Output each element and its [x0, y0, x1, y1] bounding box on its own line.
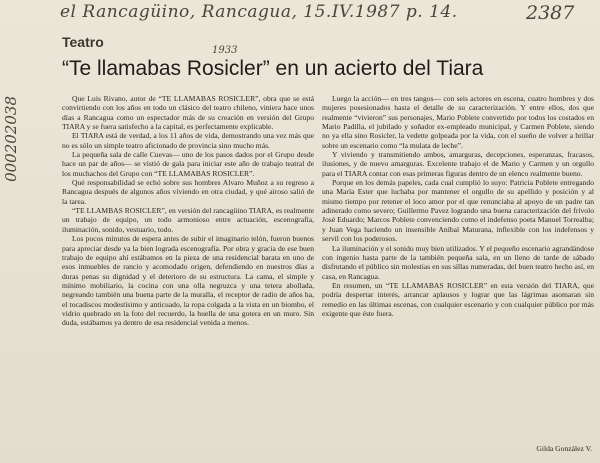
- paragraph: Luego la acción— en tres tangos— con seis actores en escena, cuatro hombres y dos mujeres posesionados hasta el detalle de su caracterización. Y entre ellos, dos que realmente “vivieron” sus personajes, Mario Poblete convertido por todos los costados en Mario Padilla, el jubilado y soñador ex-empleado municipal, y Carmen Poblete, siendo no ya ella sino Rosicler, la vedette golpeada por la vida, con el sueño de volver a brillar sobre un escenario como “la mulata de leche”.: [322, 94, 594, 150]
- handwritten-year: 1933: [212, 45, 238, 56]
- paragraph: Qué responsabilidad se echó sobre sus hombres Alvaro Muñoz a su regreso a Rancagua después de algunos años viviendo en otra ciudad, y qué airoso salió de la tarea.: [62, 178, 314, 206]
- article-headline: “Te llamabas Rosicler” en un acierto del Tiara: [62, 57, 484, 80]
- paragraph: El TIARA está de verdad, a los 11 años de vida, demostrando una vez más que no es sólo un simple teatro aficionado de provincia sino mucho más.: [62, 131, 314, 150]
- handwritten-source-note: el Rancagüino, Rancagua, 15.IV.1987 p. 14.: [60, 2, 458, 22]
- paragraph: “TE LLAMBAS ROSICLER”, en versión del rancagüino TIARA, es realmente un trabajo de equipo, un todo armonioso entre actuación, escenografía, iluminación, sonido, vestuario, todo.: [62, 206, 314, 234]
- paragraph: Los pocos minutos de espera antes de subir el imaginario telón, fueron buenos para apreciar desde ya la bien lograda escenografía. Por obra y gracia de ese buen trabajo de equipo ahí estábamos en la pieza de una residencial barata en uno de esos inmuebles de rancio y acomodado origen, defendiendo en nuestros días a duras penas su dignidad y el deterioro de su estructura. La cama, el simple y mínimo mobiliario, la cocina con una olla negruzca y una tetera abollada, negreando también una buena parte de la muralla, el receptor de radio de años ha, el tocadiscos modestísimo y anticuado, la ropa colgada a la vista en un biombo, el vidrio quebrado en la foto del recuerdo, la huella de una gotera en un muro. Sin duda, estábamos ya dentro de esa residencial venida a menos.: [62, 234, 314, 328]
- article-column-right: [322, 94, 594, 318]
- paragraph: Que Luis Rivano, autor de “TE LLAMABAS ROSICLER”, obra que se está convirtiendo con los años en todo un clásico del teatro chileno, viniera hace unos días a Rancagua como un espectador más de su creación en versión del Grupo TIARA y se fuera satisfecho a la capital, es perfectamente explicable.: [62, 94, 314, 132]
- paragraph: En resumen, un “TE LLAMABAS ROSICLER” en esta versión del TIARA, que podría despertar interés, arrancar aplausos y lograr que las lágrimas asomaran sin remedio en las últimas escenas, con cualquier escenario y con cualquier público por más exigente que éste fuera.: [322, 280, 594, 318]
- handwritten-side-code: 000202038: [2, 96, 20, 182]
- section-label: Teatro: [62, 34, 104, 50]
- author-signature: Gilda González V.: [536, 444, 592, 453]
- article-column-left: [62, 94, 314, 328]
- paragraph: Y viviendo y transmitiendo ambos, amarguras, decepciones, esperanzas, fracasos, ilusiones, y de nuevo amarguras. Excelente trabajo el de Mario y Carmen y un orgullo para el TIARA contar con esas primeras figuras dentro de un elenco realmente bueno.: [322, 150, 594, 178]
- paragraph: La pequeña sala de calle Cuevas— uno de los pasos dados por el Grupo desde hace un par de años— se vistió de gala para iniciar este año de trabajo teatral de los muchachos del Grupo con “TE LLAMABAS ROSICLER”.: [62, 150, 314, 178]
- paragraph: Porque en los demás papeles, cada cual cumplió lo suyo: Patricia Poblete entregando una María Ester que luchaba por mantener el orgullo de su apellido y posición y al mismo tiempo por retener el loco amor por el que renunciaba al apoyo de un padre tan adinerado como severo; Guillermo Pavez logrando una buena caracterización del frívolo José Eduardo; Marcos Poblete convenciendo como el indefenso poeta Manuel Torrealba; y Juan Vega haciendo un insensible Aníbal Maturana, inflexible con los indefensos y servil con los poderosos.: [322, 178, 594, 244]
- paragraph: La iluminación y el sonido muy bien utilizados. Y el pequeño escenario agrandándose con ingenio hasta parte de la también pequeña sala, en un lleno de tarde de sábado disfrutando el público sin molestias en sus sillas numeradas, del buen teatro hecho así, en casa, en Rancagua.: [322, 243, 594, 281]
- handwritten-catalog-number: 2387: [526, 2, 575, 24]
